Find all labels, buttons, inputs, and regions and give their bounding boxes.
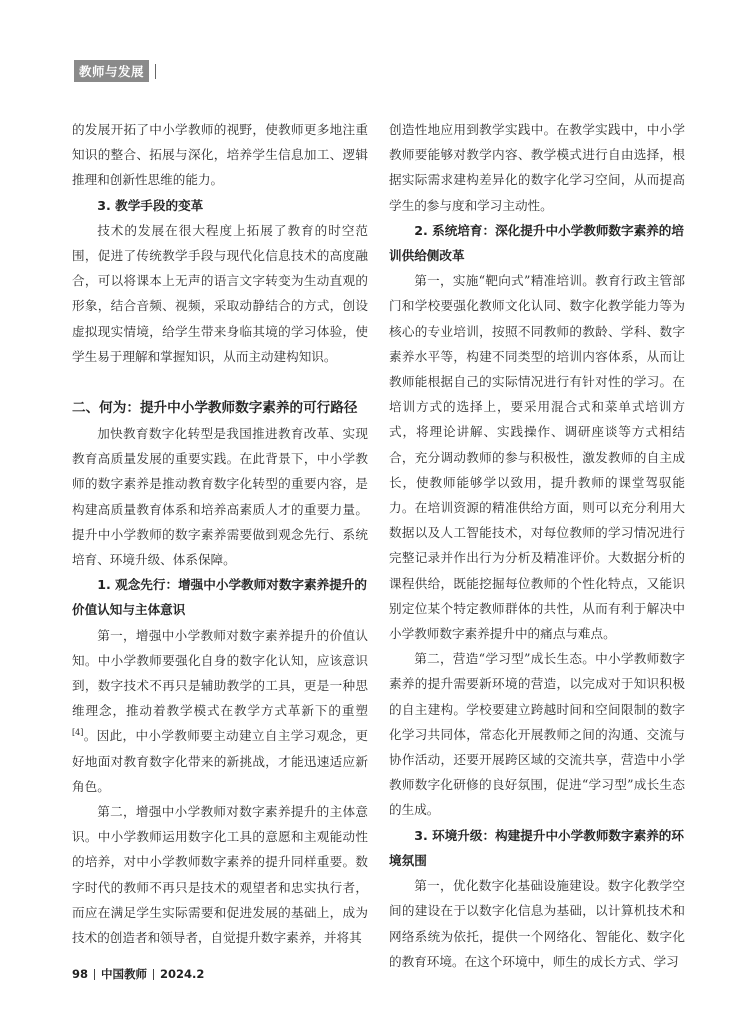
paragraph — [72, 623, 368, 799]
running-header — [74, 60, 156, 82]
paragraph: 创造性地应用到教学实践中。在教学实践中，中小学教师要能够对教学内容、教学模式进行自由选择，根据实际需求建构差异化的数字化学习空间，从而提高学生的参与度和学习主动性。 — [389, 122, 685, 213]
page-number: 98 — [72, 967, 89, 981]
paragraph: 第二，营造“学习型”成长生态。中小学教师数字素养的提升需要新环境的营造，以完成对于知识积极的自主建构。学校要建立跨越时间和空间限制的数字化学习共同体，常态化开展教师之间的沟通、交流与协作活动，还要开展跨区域的交流共享，营造中小学教师数字化研修的良好氛围，促进“学习型”成长生态的生成。 — [389, 651, 685, 818]
paragraph-text: 第一，增强中小学教师对数字素养提升的价值认知。中小学教师要强化自身的数字化认知，应该意识到，数字技术不再只是辅助教学的工具，更是一种思维理念，推动着教学模式在教学方式革新下的重塑 — [72, 627, 368, 719]
paragraph: 加快教育数字化转型是我国推进教育改革、实现教育高质量发展的重要实践。在此背景下，中小学教师的数字素养是推动教育数字化转型的重要内容，是构建高质量教育体系和培养高素质人才的重要力量。提升中小学教师的数字素养需要做到观念先行、系统培育、环境升级、体系保障。 — [72, 426, 368, 568]
paragraph: 第二，增强中小学教师对数字素养提升的主体意识。中小学教师运用数字化工具的意愿和主观能动性的培养，对中小学教师数字素养的提升同样重要。数字时代的教师不再只是技术的观望者和忠实执行者，而应在满足学生实际需要和促进发展的基础上，成为技术的创造者和领导者，自觉提升数字素养，并将其 — [72, 804, 368, 946]
issue-number: 2024.2 — [160, 967, 205, 981]
section-tag: 教师与发展 — [74, 60, 149, 82]
paragraph: 的发展开拓了中小学教师的视野，使教师更多地注重知识的整合、拓展与深化，培养学生信息加工、逻辑推理和创新性思维的能力。 — [72, 122, 368, 188]
header-divider — [155, 64, 156, 79]
section-heading-2: 二、何为：提升中小学教师数字素养的可行路径 — [72, 400, 358, 417]
left-column — [72, 117, 368, 950]
paragraph: 第一，实施“靶向式”精准培训。教育行政主管部门和学校要强化教师文化认同、数字化教学能力等为核心的专业培训，按照不同教师的教龄、学科、数字素养水平等，构建不同类型的培训内容体系，从而让教师能根据自己的实际情况进行有针对性的学习。在培训方式的选择上，要采用混合式和菜单式培训方式，将理论讲解、实践操作、调研座谈等方式相结合，充分调动教师的参与积极性，激发教师的自主成长，使教师能够学以致用，提升教师的课堂驾驭能力。在培训资源的精准供给方面，则可以充分利用大数据以及人工智能技术，对每位教师的学习情况进行完整记录并作出行为分析及精准评价。大数据分析的课程供给，既能挖掘每位教师的个性化特点，又能识别定位某个特定教师群体的共性，从而有利于解决中小学教师数字素养提升中的痛点与难点。 — [389, 273, 685, 642]
right-column — [389, 117, 685, 974]
magazine-title: 中国教师 — [101, 967, 148, 981]
paragraph: 第一，优化数字化基础设施建设。数字化教学空间的建设在于以数字化信息为基础，以计算机技术和网络系统为依托，提供一个网络化、智能化、数字化的教育环境。在这个环境中，师生的成长方式、学习 — [389, 878, 685, 969]
paragraph-text: 。因此，中小学教师要主动建立自主学习观念，更好地面对教育数字化带来的新挑战，才能迅速适应新角色。 — [72, 728, 368, 794]
subheading-concept-first: 1. 观念先行：增强中小学教师对数字素养提升的价值认知与主体意识 — [72, 577, 367, 618]
footer-divider — [94, 969, 95, 980]
footer-divider — [153, 969, 154, 980]
page-footer — [72, 966, 204, 982]
subheading-system-training: 2. 系统培育：深化提升中小学教师数字素养的培训供给侧改革 — [389, 222, 684, 264]
reference-marker: [4] — [72, 728, 84, 738]
subheading-teaching-means: 3. 教学手段的变革 — [97, 197, 204, 213]
subheading-environment: 3. 环境升级：构建提升中小学教师数字素养的环境氛围 — [389, 827, 684, 868]
paragraph: 技术的发展在很大程度上拓展了教育的时空范围，促进了传统教学手段与现代化信息技术的高度融合，可以将课本上无声的语言文字转变为生动直观的形象，结合音频、视频，采取动静结合的方式，创设虚拟现实情境，给学生带来身临其境的学习体验，使学生易于理解和掌握知识，从而主动建构知识。 — [72, 222, 368, 364]
